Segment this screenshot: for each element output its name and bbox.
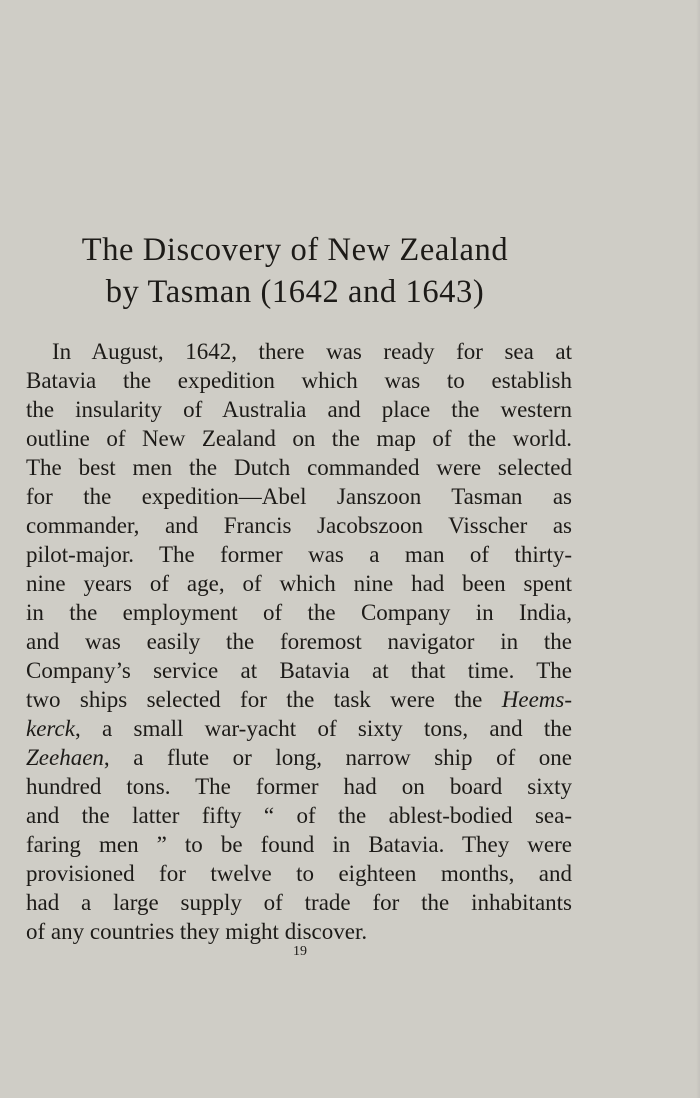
- text-line: outline of New Zealand on the map of the world.: [26, 426, 572, 451]
- ship-name-italic: Zeehaen: [26, 745, 104, 770]
- text-line: and the latter fifty “ of the ablest-bodied sea-: [26, 803, 572, 828]
- text-line: In August, 1642, there was ready for sea at: [52, 339, 572, 364]
- chapter-title-line-1: The Discovery of New Zealand: [81, 232, 509, 268]
- text-line: commander, and Francis Jacobszoon Visscher as: [26, 513, 572, 538]
- text-line: for the expedition—Abel Janszoon Tasman as: [26, 484, 572, 509]
- page-edge: [696, 0, 700, 1098]
- text-line: nine years of age, of which nine had been spent: [26, 571, 572, 596]
- ship-name-italic: Heems-: [501, 687, 572, 712]
- text-line: pilot-major. The former was a man of thirty-: [26, 542, 572, 567]
- chapter-title-line-2: by Tasman (1642 and 1643): [105, 274, 485, 310]
- text-line: of any countries they might discover.: [26, 919, 368, 944]
- text-line: two ships selected for the task were the Heems-: [26, 687, 572, 712]
- ship-name-italic: kerck: [26, 716, 75, 741]
- text-line: Zeehaen, a flute or long, narrow ship of one: [26, 745, 572, 770]
- text-line: Batavia the expedition which was to establish: [26, 368, 572, 393]
- text-line: hundred tons. The former had on board sixty: [26, 774, 572, 799]
- text-line: in the employment of the Company in India,: [26, 600, 572, 625]
- text-line: faring men ” to be found in Batavia. They were: [26, 832, 572, 857]
- text-line: Company’s service at Batavia at that time. The: [26, 658, 572, 683]
- text-line: and was easily the foremost navigator in the: [26, 629, 572, 654]
- text-line: had a large supply of trade for the inhabitants: [26, 890, 572, 915]
- text-line: provisioned for twelve to eighteen months, and: [26, 861, 572, 886]
- text-line: the insularity of Australia and place the western: [26, 397, 572, 422]
- text-line: kerck, a small war-yacht of sixty tons, and the: [26, 716, 572, 741]
- text-line: The best men the Dutch commanded were selected: [26, 455, 572, 480]
- page-number: 19: [293, 944, 307, 959]
